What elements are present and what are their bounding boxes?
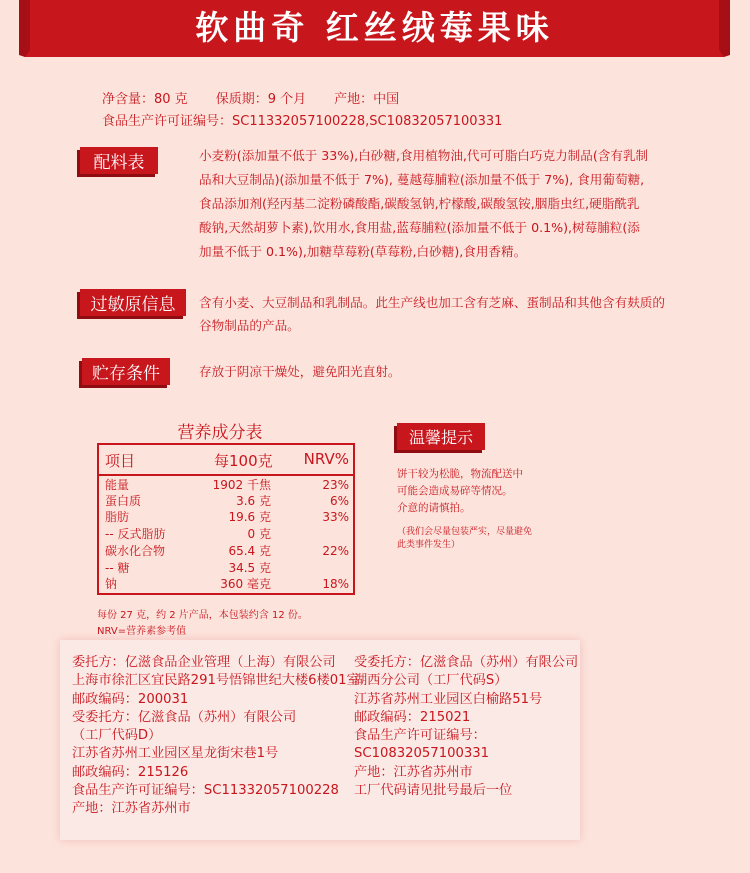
shelf-life: 保质期：9 个月 (215, 92, 307, 107)
header-per100g: 每100克 (214, 452, 273, 470)
table-row (99, 493, 353, 509)
table-row (99, 526, 353, 542)
tips-note (397, 526, 532, 552)
tips-note-line: （我们会尽量包装严实，尽量避免 (397, 527, 533, 537)
license-line: 食品生产许可证编号：SC11332057100228,SC10832057100331 (102, 114, 503, 129)
manufacturer-line: 湖西分公司（工厂代码S） (354, 673, 508, 689)
nutrient-amount: 34.5 克 (228, 561, 271, 575)
table-row (99, 543, 353, 559)
header-nrv: NRV% (303, 450, 349, 468)
allergen-line: 谷物制品的产品。 (199, 318, 300, 333)
manufacturer-line: 邮政编码：215126 (72, 764, 189, 780)
tips-text (397, 466, 523, 517)
storage-label: 贮存条件 (82, 358, 170, 385)
manufacturer-line: SC10832057100331 (354, 746, 490, 762)
ingredients-line: 小麦粉(添加量不低于 33%),白砂糖,食用植物油,代可可脂白巧克力制品(含有乳制 (199, 148, 649, 163)
nutrient-name: 蛋白质 (105, 494, 142, 508)
table-row (99, 477, 353, 493)
nutrition-header-row (99, 445, 353, 476)
manufacturer-line: 受委托方：亿滋食品（苏州）有限公司 (354, 655, 579, 670)
manufacturer-line: 食品生产许可证编号： (354, 728, 486, 744)
nrv-footnote: NRV=营养素参考值 (97, 626, 187, 637)
allergen-label: 过敏原信息 (80, 289, 186, 316)
manufacturer-left-column (72, 654, 360, 819)
ingredients-line: 食品添加剂(羟丙基二淀粉磷酸酯,碳酸氢钠,柠檬酸,碳酸氢铵,胭脂虫红,硬脂酰乳 (199, 196, 640, 211)
tips-line: 介意的请慎拍。 (397, 502, 471, 514)
manufacturer-line: （工厂代码D） (72, 728, 162, 744)
allergen-line: 含有小麦、大豆制品和乳制品。此生产线也加工含有芝麻、蛋制品和其他含有麸质的 (199, 295, 665, 310)
manufacturer-box (60, 640, 580, 840)
tips-line: 可能会造成易碎等情况。 (397, 485, 513, 497)
nutrient-name: 钠 (105, 577, 118, 591)
manufacturer-line: 邮政编码：200031 (72, 691, 189, 707)
manufacturer-line: 上海市徐汇区宜民路291号悟锦世纪大楼6楼01室 (72, 673, 360, 689)
nutrient-nrv: 33% (322, 510, 349, 524)
manufacturer-right-column (354, 654, 578, 800)
manufacturer-line: 产地：江苏省苏州市 (72, 801, 191, 817)
manufacturer-line: 委托方：亿滋食品企业管理（上海）有限公司 (72, 655, 336, 670)
nutrient-name: 碳水化合物 (105, 544, 166, 558)
manufacturer-line: 工厂代码请见批号最后一位 (354, 783, 513, 799)
ingredients-line: 品和大豆制品)(添加量不低于 7%), 蔓越莓脯粒(添加量不低于 7%), 食用葡萄糖, (199, 172, 645, 187)
net-content: 净含量：80 克 (102, 92, 188, 107)
table-row (99, 509, 353, 525)
manufacturer-line: 江苏省苏州工业园区白榆路51号 (354, 691, 543, 707)
tips-label: 温馨提示 (397, 423, 485, 450)
storage-text: 存放于阴凉干燥处，避免阳光直射。 (199, 364, 401, 379)
manufacturer-line: 受委托方：亿滋食品（苏州）有限公司 (72, 709, 297, 725)
nutrient-amount: 1902 千焦 (212, 478, 271, 492)
nutrient-amount: 0 克 (247, 527, 271, 541)
nutrition-table (97, 443, 355, 595)
table-row (99, 560, 353, 576)
product-title: 软曲奇 红丝绒莓果味 (195, 7, 554, 47)
allergen-text (199, 291, 734, 337)
nutrient-name: -- 糖 (105, 561, 130, 575)
nutrient-amount: 65.4 克 (228, 544, 271, 558)
manufacturer-line: 食品生产许可证编号：SC11332057100228 (72, 783, 339, 799)
ingredients-line: 加量不低于 0.1%),加糖草莓粉(草莓粉,白砂糖),食用香精。 (199, 244, 527, 259)
nutrient-name: 脂肪 (105, 510, 130, 524)
nutrient-nrv: 22% (322, 544, 349, 558)
tips-line: 饼干较为松脆，物流配送中 (397, 468, 523, 480)
nutrient-name: 能量 (105, 478, 130, 492)
ingredients-line: 酸钠,天然胡萝卜素),饮用水,食用盐,蓝莓脯粒(添加量不低于 0.1%),树莓脯粒(添 (199, 220, 640, 235)
title-banner (19, 0, 730, 57)
manufacturer-line: 邮政编码：215021 (354, 709, 471, 725)
nutrient-nrv: 6% (329, 494, 349, 508)
serving-footnote: 每份 27 克，约 2 片产品，本包装约含 12 份。 (97, 610, 308, 621)
header-item: 项目 (105, 452, 136, 470)
manufacturer-line: 江苏省苏州工业园区星龙街宋巷1号 (72, 746, 279, 762)
tips-note-line: 此类事件发生） (397, 540, 461, 550)
nutrient-amount: 3.6 克 (236, 494, 271, 508)
nutrient-amount: 19.6 克 (228, 510, 271, 524)
nutrient-name: -- 反式脂肪 (105, 527, 166, 541)
nutrient-amount: 360 毫克 (220, 577, 271, 591)
meta-row (102, 88, 427, 107)
ingredients-text (199, 144, 729, 264)
nutrient-nrv: 23% (322, 478, 349, 492)
manufacturer-line: 产地：江苏省苏州市 (354, 764, 473, 780)
table-row (99, 576, 353, 592)
ingredients-label: 配料表 (80, 147, 158, 174)
nutrient-nrv: 18% (322, 577, 349, 591)
origin: 产地：中国 (334, 92, 400, 107)
nutrition-title: 营养成分表 (177, 423, 263, 443)
